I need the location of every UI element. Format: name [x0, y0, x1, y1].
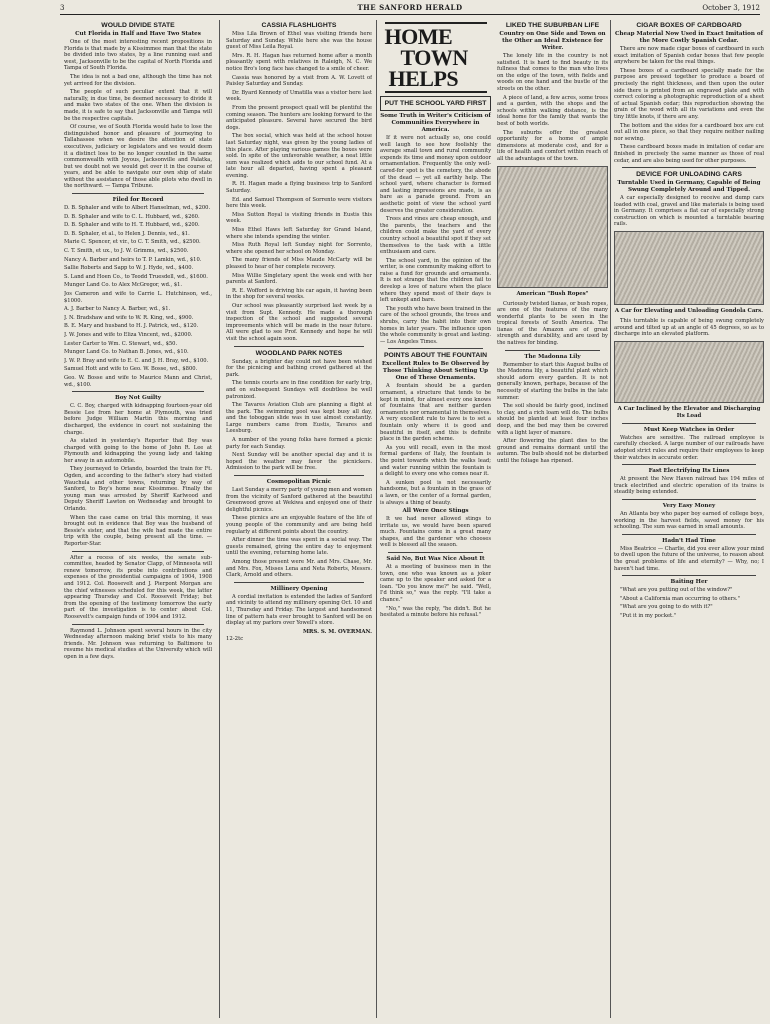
records-list: [64, 205, 212, 388]
paragraph: These cardboard boxes made in imitation of cedar are finished in precisely the same manner as those of real cedar, and are also being used for other purposes.: [614, 144, 764, 164]
paragraph: Ed. and Samuel Thompson of Sorrento were visitors here this week.: [226, 196, 372, 210]
record-entry: D. B. Sphaler and wife to Albert Hanselman, wd., $200.: [64, 205, 211, 212]
separator: [622, 575, 756, 576]
paragraph: When the case came on trial this morning, it was brought out in evidence that Boy was the husband of Bessie's sister, and that the wife had made the entire trip with the couple, being present all the time. — Reporter-Star.: [64, 514, 212, 547]
paragraph: Our school was pleasantly surprised last week by a visit from Supt. Kennedy. He made a thorough inspection of the school and suggested several improvements which will be made in the near future. All were glad to see Prof. Kennedy and hope he will visit the school again soon.: [226, 302, 372, 342]
subhead: Some Truth in Writer's Criticism of Communities Everywhere in America.: [380, 113, 491, 133]
paragraph: Curiously twisted lianas, or bush ropes, are one of the features of the many wonderful plants to be seen in the tropical forests of South America. The lianas of the Amazon are of great strength and durability, and are used by the natives for binding.: [497, 300, 608, 347]
record-entry: Jos Cameron and wife to Carrie L. Hutchinson, wd., $1000.: [64, 291, 212, 304]
paragraph: Mrs. R. H. Hagan has returned home after a month pleasantly spent with relatives in Raleigh, N. C. We notice Bro's long face has changed to a smile of cheer.: [226, 52, 372, 72]
signature: MRS. S. M. OVERMAN.: [302, 628, 372, 635]
paragraph: These boxes of a cardboard specially made for the purpose are pressed together to produce a board of precisely the right thickness, and then upon the outer side there is printed from an engraved plate and with correct coloring a photographic reproduction of a sheet of actual Spanish cedar; this reproduction showing the grain of the wood with all its variations and even the tiny little knots, if there are any.: [614, 67, 764, 120]
headline-box: [380, 96, 491, 111]
headline-cosmopolitan-picnic: Cosmopolitan Picnic: [266, 479, 332, 486]
record-entry: Munger Land Co. to Nathan B. Jones, wd., $10.: [64, 349, 189, 356]
paragraph: Trees and vines are cheap enough, and the parents, the teachers and the children could make the yard of every country school a beautiful spot if they set themselves to the task with a little enthusiasm and care.: [380, 216, 491, 256]
headline-woodland-park: WOODLAND PARK NOTES: [255, 349, 343, 357]
masthead-rule: [60, 14, 760, 15]
masthead: [60, 3, 760, 13]
paragraph: Of course, we of South Florida would hate to lose the distinguished honor and pleasure of journeying to Tallahassee when we desire the attention of state executives, judiciary or legislators and we would deem it a distinct loss to be no longer counted in the same commonwealth with Joyous, Jacksonville and Palatka, but we doubt not we would get over it in the course of years, and be able to navigate our own ship of state without the assistance of those able pilots who dwell in the northward. — Tampa Tribune.: [64, 124, 212, 190]
paragraph: Last Sunday a merry party of young men and women from the vicinity of Sanford gathered at the beautiful Greenwood grove at Wekiwa and enjoyed one of their delightful picnics.: [226, 487, 372, 513]
record-entry: Munger Land Co. to Alex McGregor, wd., $1.: [64, 282, 183, 289]
separator: [234, 475, 364, 476]
headline-stings: All Were Once Stings: [402, 508, 469, 515]
record-entry: D. B. Sphaler, et al., to Helen J. Dennis, wd., $1.: [64, 230, 190, 237]
paragraph: A number of the young folks have formed a picnic party for each Sunday.: [226, 437, 372, 450]
separator: [234, 582, 364, 583]
paragraph: "No," was the reply, "he didn't. But he hesitated a minute before his refusal.": [380, 605, 491, 619]
paragraph: If it were not actually so, one could well laugh to see how foolishly the average small town and rural community expends its time and money upon outdoor ornamentation. Frequently the only well-cared-for spot is the cemetery, the abode of the dead — yet all earthly help. The school yard, where character is formed and lasting impressions are made, is as bare as a parade ground. From an aesthetic point of view the school yard deserves the greater consideration.: [380, 135, 491, 214]
column-3: [380, 20, 608, 1020]
paragraph: Miss Ethel Haws left Saturday for Grand Island, where she intends spending the winter.: [226, 227, 372, 240]
record-entry: S. Land and Hoen Co., to Teodd Truesdell, wd., $1600.: [64, 273, 208, 280]
paragraph: Miss Lila Brown of Ethel was visiting friends here Saturday and Sunday. While here she was the house guest of Miss Leila Royal.: [226, 31, 372, 51]
paragraph: R. E. Wofford is driving his car again, it having been in the shop for several weeks.: [226, 287, 372, 301]
headline-hadnt-had-time: Hadn't Had Time: [662, 537, 716, 544]
headline-easy-money: Very Easy Money: [662, 503, 716, 509]
paragraph: One of the most interesting recent propositions in Florida is that made by a Kissimmee man that the state be divided into two states, by a line running east and west, Jacksonville to be the capital of North Florida and Tampa of South Florida.: [64, 39, 212, 72]
paragraph: A car especially designed to receive and dump cars loaded with coal, gravel and like materials is being used in Germany. It comprises a flat car of especially strong construction on which is mounted a turntable bearing rails.: [614, 195, 764, 228]
paragraph: "What are you putting out of the window?": [620, 587, 733, 594]
column-divider: [376, 20, 377, 1018]
separator: [234, 346, 364, 347]
bush-ropes-photo: [497, 166, 608, 288]
record-entry: J. W. P. Bray and wife to E. C. and J. H. Bray, wd., $100.: [64, 357, 209, 364]
logo-word-town: TOWN: [400, 45, 468, 70]
separator: [72, 193, 204, 194]
record-entry: Geo. W. Bosse and wife to Maurice Mann and Christ, wd., $100.: [64, 374, 212, 388]
subhead: Turntable Used in Germany, Capable of Being Swung Completely Around and Tipped.: [617, 180, 761, 194]
column-2: [226, 20, 372, 1020]
subhead: Cut Florida in Half and Have Two States: [75, 31, 201, 37]
paragraph: A piece of land, a few acres, some trees and a garden, with the shops and the schools within walking distance, is the ideal home for the family that wants the best of both worlds.: [497, 94, 608, 127]
paragraph: As you will recall, even in the most formal gardens of Italy, the fountain is the point towards which the walks lead; and water running within the fountain is a delight to every one who comes near it.: [380, 444, 491, 478]
record-entry: Lester Carter to Wm. C. Stewart, wd., $50.: [64, 340, 178, 347]
paragraph: Sunday, a brighter day could not have been wished for the picnicing and bathing crowd gathered at the park.: [226, 358, 372, 378]
headline-cigar-boxes: CIGAR BOXES OF CARDBOARD: [636, 22, 742, 29]
separator: [388, 552, 483, 553]
paragraph: R. H. Hagan made a flying business trip to Sanford Saturday.: [226, 181, 372, 195]
paragraph: At a meeting of business men in the town, one who was known as a joker came up to the speaker and asked for a loan. "Do you know me?" he said. "Well, I'd think so," was the reply. "I'll take a chance.": [380, 564, 491, 604]
logo-word-helps: HELPS: [388, 66, 459, 91]
home-town-helps-logo: [385, 22, 487, 93]
paragraph: They journeyed to Orlando, boarded the train for Ft. Ogden, and according to the father's story had visited Wauchula and other towns, returning by way of Sanford, to Boy's home near Kissimmee. Finally the young man was arrested by Sheriff Karlwood and Deputy Sheriff Lawton on Wednesday and brought to Orlando.: [64, 466, 212, 513]
paragraph: After dinner the time was spent in a social way. The guests remained, giving the entire day to enjoyment until the evening, returning home late.: [226, 537, 372, 557]
column-4: [614, 20, 764, 1020]
paragraph: A sunken pool is not necessarily handsome, but a fountain in the grass of a lawn, or the center of a formal garden, is always a thing of beauty.: [380, 479, 491, 506]
separator: [505, 350, 600, 351]
headline-filed-record: Filed for Record: [112, 197, 164, 204]
separator: [622, 423, 756, 424]
paragraph: At present the New Haven railroad has 194 miles of track electrified and electric operation of its trains is steadily being extended.: [614, 476, 764, 496]
paragraph: The suburbs offer the greatest opportunity for a home of ample dimensions at moderate cost, and for a life of health and comfort within reach of all the advantages of the town.: [497, 129, 608, 162]
paragraph: The tennis courts are in fine condition for early trip, and on subsequent Sundays will doubtless be well patronized.: [226, 380, 372, 400]
paragraph: After flowering the plant dies to the ground and remains dormant until the autumn. The bulb should not be disturbed until the foliage has ripened.: [497, 438, 608, 464]
headline-baiting-her: Baiting Her: [670, 579, 708, 586]
paragraph: Next Sunday will be another special day and it is hoped the weather may favor the picnickers. Admission to the park will be free.: [226, 452, 372, 472]
paragraph: This turntable is capable of being swung completely around and tilted up at an angle of 45 degrees, so as to discharge into an elevated platform.: [614, 318, 764, 338]
subhead: Cheap Material Now Used in Exact Imitation of the More Costly Spanish Cedar.: [614, 31, 764, 44]
paragraph: There are now made cigar boxes of cardboard in such exact imitation of Spanish cedar boxes that few people anywhere be taken for the real things.: [614, 46, 764, 66]
record-entry: B. E. Mary and husband to H. J. Patrick, wd., $120.: [64, 323, 199, 330]
record-entry: A. J. Barber to Nancy A. Barber, wd., $1.: [64, 306, 171, 313]
paragraph: Raymond L. Johnson spent several hours in the city Wednesday afternoon making brief visits to his many friends. Mr. Johnson was returning to Baltimore to resume his medical studies at the University which will open in a few days.: [64, 627, 212, 660]
separator: [388, 348, 483, 349]
paragraph: The idea is not a bad one, although the time has not yet arrived for the division.: [64, 73, 212, 87]
paragraph: Cassia was honored by a visit from A. W. Lovett of Paisley Saturday and Sunday.: [226, 74, 372, 88]
headline-millinery: Millinery Opening: [270, 585, 328, 592]
paragraph: Miss Beatrice — Charlie, did you ever allow your mind to dwell upon the future of the universe, to reason about the great problems of life and eternity? — Why, no; I haven't had time.: [614, 545, 764, 572]
record-entry: J. W. Jones and wife to Eliza Vincent, wd., $2000.: [64, 331, 193, 338]
paragraph: These picnics are an enjoyable feature of the life of young people of the community and are being held regularly at different points about the country.: [226, 515, 372, 535]
paragraph: Miss Ruth Royal left Sunday night for Sorrento, where she opened her school on Monday.: [226, 242, 372, 255]
headline-divide-state: WOULD DIVIDE STATE: [101, 22, 175, 29]
headline-said-no: Said No, But Was Nice About It: [386, 556, 485, 563]
paragraph: The bottom and the sides for a cardboard box are cut out all in one piece, so that they require neither nailing nor sewing.: [614, 122, 764, 142]
paragraph: Miss Willie Singletary spent the week end with her parents at Sanford.: [226, 272, 372, 286]
record-entry: Marie C. Spencer, et vir., to C. T. Smith, wd., $2500.: [64, 239, 201, 246]
paragraph: Among those present were Mr. and Mrs. Chase, Mr. and Mrs. Fox, Misses Lena and Neta Roberts, Messrs. Clark, Arnold and others.: [226, 558, 372, 579]
headline-cassia: CASSIA FLASHLIGHTS: [261, 22, 337, 29]
paragraph: From the present prospect quail will be plentiful the coming season. The hunters are looking forward to the anticipated pleasure. Several have secured the bird dogs.: [226, 104, 372, 131]
logo-word-home: HOME: [384, 24, 453, 49]
headline-school-yard: PUT THE SCHOOL YARD FIRST: [384, 100, 487, 107]
record-entry: D. B. Sphaler and wife to C. L. Hubbard, wd., $260.: [64, 213, 200, 220]
subhead: Excellent Rules to Be Observed by Those Thinking About Setting Up One of These Ornaments.: [381, 361, 490, 382]
paper-title: THE SANFORD HERALD: [357, 3, 463, 12]
paragraph: The people of such peculiar extent that it will naturally, in due time, be deemed necessary to divide it and make two states of the one. When the division is made, it is safe to say that Jacksonville and Tampa will be the respective capitals.: [64, 89, 212, 122]
issue-date: October 3, 1912: [702, 4, 760, 12]
figure-caption: American "Bush Ropes": [516, 290, 589, 297]
paragraph: The box social, which was held at the school house last Saturday night, was given by the young ladies of this place. After playing various games the boxes were sold. In spite of the unfavorable weather, a neat little sum was realized which adds to our school fund. At a late hour all departed, having spent a pleasant evening.: [226, 133, 372, 179]
paragraph: An Atlanta boy who paper boy earned of college boys, working in the harvest fields, saved money for his schooling. The sum was earned in small amounts.: [614, 511, 764, 531]
paragraph: "About a California man occurring to others.": [620, 595, 740, 602]
separator: [622, 499, 756, 500]
column-divider: [610, 20, 611, 1018]
ad-tag: 12-2tc: [226, 635, 244, 642]
record-entry: C. T. Smith, et ux., to J. W. Grimms, wd., $2500.: [64, 248, 189, 255]
paragraph: The lonely life in the country is not satisfied. It is hard to find beauty in its fullness that comes to the man who lives on the edge of the town, with fields and woods on one hand and the bustle of the streets on the other.: [497, 53, 608, 92]
paragraph: The many friends of Miss Maude McCarty will be pleased to hear of her complete recovery.: [226, 257, 372, 270]
paragraph: The school yard, in the opinion of the writer, is one community making effort to raise a fund for grounds and ornaments. It is not strange that the children fail to develop a love of nature when the place where they spend most of their days is left unkept and bare.: [380, 257, 491, 304]
discharging-car-illustration: [614, 341, 764, 403]
separator: [622, 534, 756, 535]
paragraph: "Put it in my pocket.": [620, 612, 677, 619]
paragraph: As stated in yesterday's Reporter that Boy was charged with going to the home of John R. Lee at Plymouth and kidnapping the young lady and taking her away in an automobile.: [64, 438, 212, 464]
page-number: 3: [60, 4, 65, 12]
separator: [72, 551, 204, 552]
paragraph: Miss Sutton Royal is visiting friends in Eustis this week.: [226, 211, 372, 225]
record-entry: D. B. Sphaler and wife to H. T. Hubbard, wd., $200.: [64, 222, 200, 229]
separator: [622, 464, 756, 465]
column-1: [64, 20, 212, 1020]
column-3-left: [380, 20, 491, 621]
paragraph: After a recess of six weeks, the senate sub-committee, headed by Senator Clapp, of Minnesota will renew tomorrow, its probe into contributions and expenses of the presidential campaigns of 1904, 1908 and 1912. Col. Roosevelt and J. Pierpont Morgan are the chief witnesses scheduled for this week, the latter appearing Thursday and Col. Roosevelt Friday; but from the opening of the testimony tomorrow the early part of the investigation is to center about Col. Roosevelt's campaign funds of 1904 and 1912.: [64, 554, 212, 620]
column-3-right: [497, 20, 608, 621]
headline-fountain: POINTS ABOUT THE FOUNTAIN: [383, 352, 488, 360]
record-entry: Sallie Roberts and Sapp to W. J. Hyde, wd., $400.: [64, 265, 194, 272]
headline-boy-not-guilty: Boy Not Guilty: [115, 395, 161, 402]
record-entry: J. N. Bradshaw and wife to W. R. King, wd., $900.: [64, 314, 194, 321]
paragraph: It we had never allowed stings to irritate us, we would have been spared much. Fountains come in a great many shapes, and the gardener who chooses well is blessed all the season.: [380, 516, 491, 549]
paragraph: The Tavares Aviation Club are planning a flight at the park. The swimming pool was kept busy all day, and the toboggan slide was in use almost constantly. Large numbers came from Eustis, Tavares and Leesburg.: [226, 402, 372, 435]
paragraph: Watches are sensitive. The railroad employee is carefully checked. A large number of our railroads have adopted strict rules and require their employees to keep their watches in accurate order.: [614, 434, 764, 461]
headline-electrifying: Fast Electrifying Its Lines: [648, 468, 730, 475]
record-entry: Samuel Hott and wife to Geo. W. Bosse, wd., $800.: [64, 366, 198, 373]
paragraph: A fountain should be a garden ornament, a structure that tends to be kept in mind, for almost every one knows of fountains that are neither garden ornaments nor ornamental in themselves. A very excellent rule to have is to set a fountain only where it is good and beautiful in itself, and this is definite place in the garden scheme.: [380, 383, 491, 443]
paragraph: The soil should be fairly good, inclined to clay, and a rich loam will do. The bulbs should be planted at least four inches deep, and the bed may then be covered with a light layer of manure.: [497, 403, 608, 436]
column-divider: [219, 20, 220, 1018]
record-entry: Nancy A. Barber and heirs to T. P. Lamkin, wd., $10.: [64, 256, 202, 263]
separator: [72, 391, 204, 392]
headline-madonna-lily: The Madonna Lily: [524, 353, 581, 360]
paragraph: The youth who have been trained in the care of the school grounds, the trees and shrubs, carry the habit into their own homes in later years. The influence upon the whole community is great and lasting. — Los Angeles Times.: [380, 305, 491, 345]
subhead: Country on One Side and Town on the Other an Ideal Existence for Writer.: [499, 31, 606, 51]
paragraph: Dr. Byard Kennedy of Umatilla was a visitor here last week.: [226, 89, 372, 103]
figure-caption: A Car for Elevating and Unloading Gondola Cars.: [614, 308, 764, 315]
elevating-car-illustration: [614, 231, 764, 305]
headline-watches: Must Keep Watches in Order: [643, 426, 735, 433]
headline-suburban-life: LIKED THE SUBURBAN LIFE: [505, 22, 600, 29]
paragraph: A cordial invitation is extended the ladies of Sanford and vicinity to attend my millinery opening Oct. 10 and 11, Thursday and Friday. The largest and handsomest line of pattern hats ever brought to Sanford will be on display at my parlors over Yowell's store.: [226, 593, 372, 627]
separator: [622, 167, 756, 168]
paragraph: C. C. Boy, charged with kidnapping fourteen-year old Bessie Lee from her home at Plymouth, was tried before Judge William Martin this morning and discharged, the evidence in court not sustaining the charge.: [64, 403, 212, 436]
paragraph: Remember to start this August bulbs of the Madonna lily, a beautiful plant which should adorn every garden. It is not generally known, perhaps, because of the necessity of starting the bulbs in the late summer.: [497, 361, 608, 401]
headline-unloading-cars: DEVICE FOR UNLOADING CARS: [636, 171, 742, 179]
paragraph: "What are you going to do with it?": [620, 604, 713, 611]
figure-caption: A Car Inclined by the Elevator and Discharging Its Load: [617, 405, 761, 419]
separator: [72, 624, 204, 625]
